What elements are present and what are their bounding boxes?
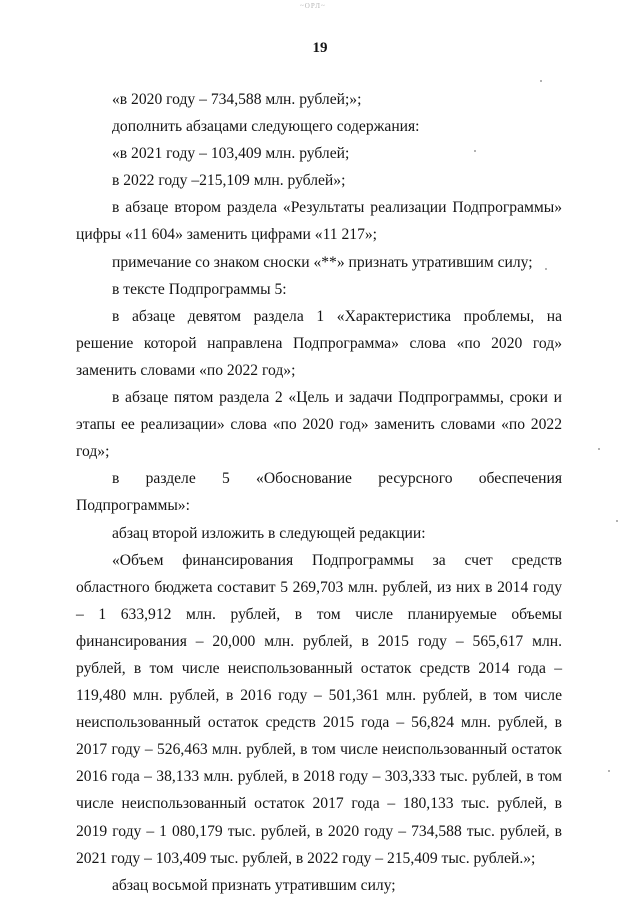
scan-speck (474, 150, 476, 152)
paragraph-2021-amount: «в 2021 году – 103,409 млн. рублей; (112, 145, 350, 163)
scan-speck (540, 80, 542, 82)
paragraph-section-2: в абзаце пятом раздела 2 «Цель и задачи Подпрограммы, сроки и этапы ее реализации» слова «по 2020 год» заменить словами «по 2022 год»; (76, 389, 562, 461)
paragraph-2020-amount: «в 2020 году – 734,588 млн. рублей;»; (112, 91, 362, 108)
paragraph-section-1: в абзаце девятом раздела 1 «Характеристика проблемы, на решение которой направлена Подпрограмма» слова «по 2020 год» заменить словами «по 2022 год»; (76, 307, 562, 379)
paragraph-eighth-clause: абзац восьмой признать утратившим силу; (112, 876, 396, 894)
scan-speck (608, 770, 610, 772)
document-body (76, 86, 562, 899)
paragraph-second-clause: абзац второй изложить в следующей редакции: (112, 524, 426, 542)
paragraph-subprogram-5: в тексте Подпрограммы 5: (112, 280, 287, 298)
paragraph-add-clauses: дополнить абзацами следующего содержания: (112, 118, 420, 136)
scan-mark: ~ОРЛ~ (300, 2, 326, 10)
page-number: 19 (312, 40, 328, 56)
paragraph-footnote-note: примечание со знаком сноски «**» признать утратившим силу; (112, 253, 533, 271)
scan-speck (616, 520, 618, 522)
paragraph-section-5: в разделе 5 «Обоснование ресурсного обеспечения Подпрограммы»: (76, 470, 562, 515)
paragraph-results-section: в абзаце втором раздела «Результаты реализации Подпрограммы» цифры «11 604» заменить цифрами «11 217»; (76, 199, 562, 244)
scan-speck (598, 448, 600, 450)
paragraph-financing-volume: «Объем финансирования Подпрограммы за счет средств областного бюджета составит 5 269,703 млн. рублей, из них в 2014 году – 1 633,912 млн. рублей, в том числе планируемые объемы финансирования – 20,000 млн. рублей, в 2015 году – 565,617 млн. рублей, в том числе неиспользованный остаток средств 2014 года – 119,480 млн. рублей, в 2016 году – 501,361 млн. рублей, в том числе неиспользованный остаток средств 2015 года – 56,824 млн. рублей, в 2017 году – 526,463 млн. рублей, в том числе неиспользованный остаток 2016 года – 38,133 млн. рублей, в 2018 году – 303,333 тыс. рублей, в том числе неиспользованный остаток 2017 года – 180,133 тыс. рублей, в 2019 году – 1 080,179 тыс. рублей, в 2020 году – 734,588 тыс. рублей, в 2021 году – 103,409 тыс. рублей, в 2022 году – 215,409 тыс. рублей.»; (76, 551, 562, 867)
scan-speck (545, 268, 547, 270)
paragraph-2022-amount: в 2022 году –215,109 млн. рублей»; (112, 172, 346, 190)
